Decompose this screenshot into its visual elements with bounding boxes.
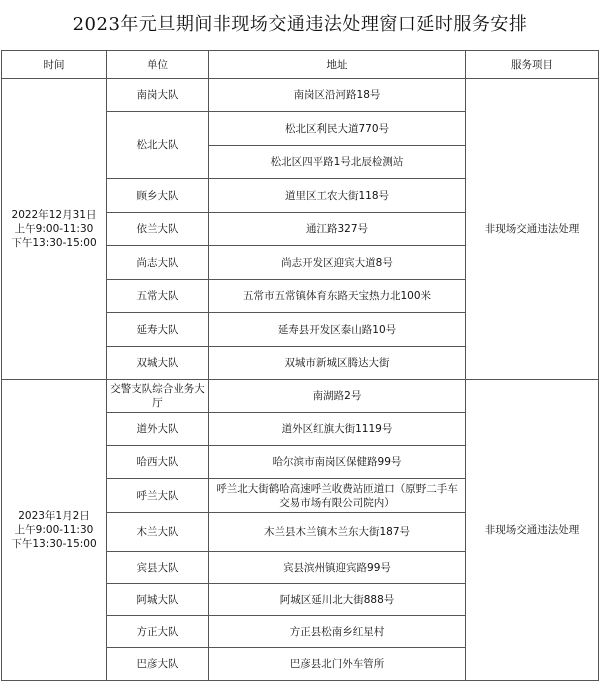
- address-cell: 道里区工农大街118号: [209, 179, 466, 213]
- address-cell: 阿城区延川北大街888号: [209, 584, 466, 616]
- unit-cell: 松北大队: [107, 112, 209, 179]
- date-text: 2022年12月31日: [11, 209, 97, 221]
- address-cell: 方正县松南乡红星村: [209, 616, 466, 648]
- time-cell: [2, 380, 107, 681]
- header-unit: 单位: [107, 51, 209, 79]
- schedule-body: [2, 79, 599, 681]
- unit-cell: 阿城大队: [107, 584, 209, 616]
- address-cell: 松北区利民大道770号: [209, 112, 466, 146]
- address-cell: 五常市五常镇体育东路天宝热力北100米: [209, 280, 466, 313]
- unit-cell: 交警支队综合业务大厅: [107, 380, 209, 413]
- header-service: 服务项目: [466, 51, 599, 79]
- unit-cell: 道外大队: [107, 413, 209, 446]
- unit-cell: 宾县大队: [107, 552, 209, 584]
- address-cell: 道外区红旗大街1119号: [209, 413, 466, 446]
- unit-cell: 方正大队: [107, 616, 209, 648]
- unit-cell: 木兰大队: [107, 513, 209, 552]
- unit-cell: 顾乡大队: [107, 179, 209, 213]
- service-cell: 非现场交通违法处理: [466, 79, 599, 380]
- address-cell: 南岗区沿河路18号: [209, 79, 466, 112]
- table-row: [2, 380, 599, 413]
- unit-cell: 巴彦大队: [107, 648, 209, 681]
- schedule-table: [1, 50, 599, 681]
- unit-cell: 呼兰大队: [107, 479, 209, 513]
- address-cell: 双城市新城区腾达大街: [209, 347, 466, 380]
- table-row: [2, 79, 599, 112]
- address-cell: 延寿县开发区泰山路10号: [209, 313, 466, 347]
- header-time: 时间: [2, 51, 107, 79]
- address-cell: 呼兰北大街鹤哈高速呼兰收费站匝道口（原野二手车交易市场有限公司院内）: [209, 479, 466, 513]
- unit-cell: 南岗大队: [107, 79, 209, 112]
- afternoon-hours: 下午13:30-15:00: [11, 538, 97, 550]
- unit-cell: 尚志大队: [107, 246, 209, 280]
- service-cell: 非现场交通违法处理: [466, 380, 599, 681]
- address-cell: 巴彦县北门外车管所: [209, 648, 466, 681]
- address-cell: 通江路327号: [209, 213, 466, 246]
- unit-cell: 五常大队: [107, 280, 209, 313]
- unit-cell: 哈西大队: [107, 446, 209, 479]
- afternoon-hours: 下午13:30-15:00: [11, 237, 97, 249]
- header-address: 地址: [209, 51, 466, 79]
- unit-cell: 延寿大队: [107, 313, 209, 347]
- address-cell: 尚志开发区迎宾大道8号: [209, 246, 466, 280]
- address-cell: 木兰县木兰镇木兰东大街187号: [209, 513, 466, 552]
- address-cell: 南湖路2号: [209, 380, 466, 413]
- time-cell: [2, 79, 107, 380]
- address-cell: 哈尔滨市南岗区保健路99号: [209, 446, 466, 479]
- morning-hours: 上午9:00-11:30: [14, 524, 94, 536]
- date-text: 2023年1月2日: [18, 510, 90, 522]
- header-row: [2, 51, 599, 79]
- unit-cell: 依兰大队: [107, 213, 209, 246]
- morning-hours: 上午9:00-11:30: [14, 223, 94, 235]
- page-title: 2023年元旦期间非现场交通违法处理窗口延时服务安排: [72, 14, 528, 35]
- address-cell: 松北区四平路1号北辰检测站: [209, 146, 466, 179]
- address-cell: 宾县滨州镇迎宾路99号: [209, 552, 466, 584]
- unit-cell: 双城大队: [107, 347, 209, 380]
